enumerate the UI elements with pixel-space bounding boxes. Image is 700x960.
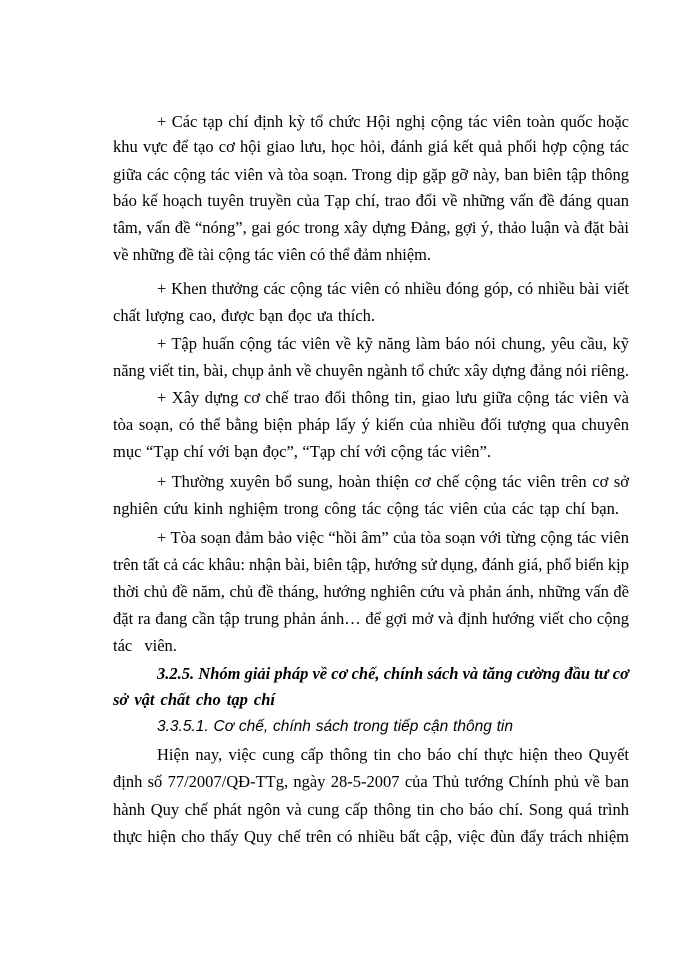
text-line: + Tập huấn cộng tác viên về kỹ năng làm báo nói chung, yêu cầu, kỹ bbox=[157, 334, 629, 353]
text-line: tâm, vấn đề “nóng”, gai góc trong xây dựng Đảng, gợi ý, thảo luận và đặt bài bbox=[113, 218, 629, 237]
text-line: hành Quy chế phát ngôn và cung cấp thông tin cho báo chí. Song quá trình bbox=[113, 800, 629, 819]
text-line: Hiện nay, việc cung cấp thông tin cho báo chí thực hiện theo Quyết bbox=[157, 745, 629, 764]
text-line: định số 77/2007/QĐ-TTg, ngày 28-5-2007 của Thủ tướng Chính phủ về ban bbox=[113, 772, 629, 791]
section-heading: 3.2.5. Nhóm giải pháp về cơ chế, chính sách và tăng cường đầu tư cơ bbox=[157, 664, 629, 683]
text-line: tác viên. bbox=[113, 636, 177, 655]
text-line: giữa các cộng tác viên và tòa soạn. Trong dịp gặp gỡ này, ban biên tập thông bbox=[113, 165, 629, 184]
text-line: + Khen thưởng các cộng tác viên có nhiều đóng góp, có nhiều bài viết bbox=[157, 279, 629, 298]
text-line: năng viết tin, bài, chụp ảnh về chuyên ngành tổ chức xây dựng đảng nói riêng. bbox=[113, 361, 629, 380]
text-line: thời chủ đề năm, chủ đề tháng, hướng nghiên cứu và phản ánh, những vấn đề bbox=[113, 582, 629, 601]
text-line: đặt ra đang cần tập trung phản ánh… để gợi mở và định hướng viết cho cộng bbox=[113, 609, 629, 628]
text-line: mục “Tạp chí với bạn đọc”, “Tạp chí với cộng tác viên”. bbox=[113, 442, 491, 461]
text-line: về những đề tài cộng tác viên có thể đảm nhiệm. bbox=[113, 245, 431, 264]
section-heading: sở vật chất cho tạp chí bbox=[113, 690, 275, 709]
text-line: thực hiện cho thấy Quy chế trên có nhiều bất cập, việc đùn đẩy trách nhiệm bbox=[113, 827, 629, 846]
text-line: + Xây dựng cơ chế trao đổi thông tin, giao lưu giữa cộng tác viên và bbox=[157, 388, 629, 407]
text-line: tòa soạn, có thể bằng biện pháp lấy ý kiến của nhiều đối tượng qua chuyên bbox=[113, 415, 629, 434]
text-line: nghiên cứu kinh nghiệm trong công tác cộng tác viên của các tạp chí bạn. bbox=[113, 499, 619, 518]
text-line: báo kế hoạch tuyên truyền của Tạp chí, trao đổi về những vấn đề đáng quan bbox=[113, 191, 629, 210]
subsection-heading: 3.3.5.1. Cơ chế, chính sách trong tiếp cận thông tin bbox=[157, 718, 513, 735]
text-line: khu vực để tạo cơ hội giao lưu, học hỏi, đánh giá kết quả phối hợp cộng tác bbox=[113, 137, 629, 156]
text-line: trên tất cả các khâu: nhận bài, biên tập, hướng sử dụng, đánh giá, phổ biến kịp bbox=[113, 555, 629, 574]
text-line: + Tòa soạn đảm bảo việc “hồi âm” của tòa soạn với từng cộng tác viên bbox=[157, 528, 629, 547]
text-line: chất lượng cao, được bạn đọc ưa thích. bbox=[113, 306, 375, 325]
text-line: + Các tạp chí định kỳ tổ chức Hội nghị cộng tác viên toàn quốc hoặc bbox=[157, 112, 629, 131]
text-line: + Thường xuyên bổ sung, hoàn thiện cơ chế cộng tác viên trên cơ sở bbox=[157, 472, 629, 491]
